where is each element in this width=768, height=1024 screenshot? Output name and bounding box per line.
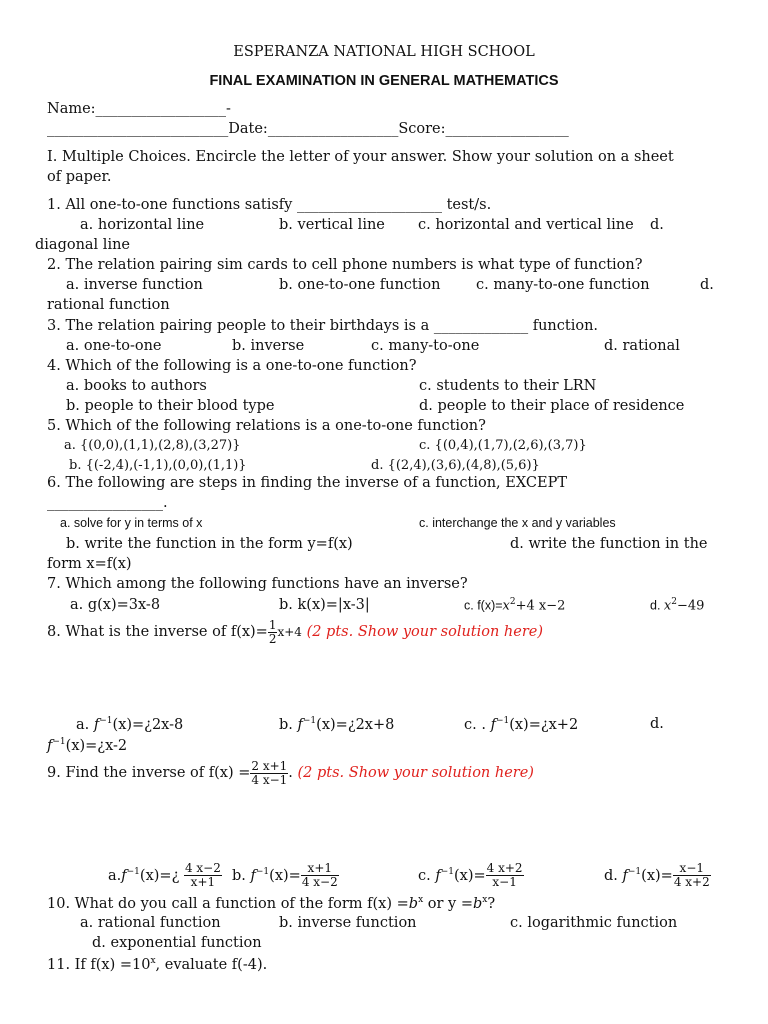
q2-choice-a: a. inverse function — [66, 277, 203, 293]
q5-choice-d: d. {(2,4),(3,6),(4,8),(5,6)} — [371, 458, 540, 473]
q9-choice-a: $a.f^{-1}(x)=¿$ $\frac{4 x-2}{x+1}$ — [108, 861, 221, 890]
q4-choice-a: a. books to authors — [66, 378, 207, 394]
q11-stem: 11. If $f(x) =10^x$, evaluate f(-4). — [47, 956, 268, 973]
name-field: Name:__________________- — [47, 101, 231, 117]
q6-choice-a: a. solve for y in terms of x — [60, 516, 203, 530]
q10-choice-c: c. logarithmic function — [510, 915, 678, 931]
q7-stem: 7. Which among the following functions have an inverse? — [47, 576, 468, 592]
q10-choice-a: a. rational function — [80, 915, 221, 931]
q6-choice-c: c. interchange the x and y variables — [419, 516, 616, 530]
q3-choice-a: a. one-to-one — [66, 338, 162, 354]
q1-choice-c: c. horizontal and vertical line — [418, 217, 634, 233]
q7-choice-b: b. k(x)=|x-3| — [279, 597, 370, 613]
q6-blank: ________________. — [47, 495, 168, 511]
q4-choice-d: d. people to their place of residence — [419, 398, 685, 414]
q2-choice-c: c. many-to-one function — [476, 277, 650, 293]
q2-stem: 2. The relation pairing sim cards to cell phone numbers is what type of function? — [47, 257, 643, 273]
instructions-line2: of paper. — [47, 169, 112, 185]
q7-choice-d: d. $x^2-49$ — [650, 597, 705, 614]
q1-stem: 1. All one-to-one functions satisfy ____________________ test/s. — [47, 197, 492, 213]
q4-stem: 4. Which of the following is a one-to-one function? — [47, 358, 417, 374]
q6-choice-d: d. write the function in the — [510, 536, 708, 552]
q3-choice-b: b. inverse — [232, 338, 305, 354]
q8-choice-d: d. — [650, 716, 664, 732]
q5-choice-c: c. {(0,4),(1,7),(2,6),(3,7)} — [419, 438, 587, 453]
q8-choice-b: b. $f^{-1}(x)=¿2x+8$ — [279, 716, 395, 733]
q5-choice-a: a. {(0,0),(1,1),(2,8),(3,27)} — [64, 438, 241, 453]
q4-choice-b: b. people to their blood type — [66, 398, 275, 414]
date-score-field: _________________________Date:__________________Score:_________________ — [47, 121, 569, 137]
q4-choice-c: c. students to their LRN — [419, 378, 597, 394]
q1-choice-a: a. horizontal line — [80, 217, 205, 233]
q10-choice-b: b. inverse function — [279, 915, 417, 931]
q9-choice-b: b. $f^{-1}(x)=$ $\frac{x+1}{4 x-2}$ — [232, 861, 338, 890]
school-name: ESPERANZA NATIONAL HIGH SCHOOL — [233, 44, 535, 60]
q2-choice-b: b. one-to-one function — [279, 277, 441, 293]
q6-stem: 6. The following are steps in finding the inverse of a function, EXCEPT — [47, 475, 568, 491]
q10-choice-d: d. exponential function — [92, 935, 262, 951]
q6-choice-b: b. write the function in the form y=f(x) — [66, 536, 353, 552]
q9-fraction: $\frac{2 x+1}{4 x-1}$ — [251, 758, 288, 787]
q6-choice-d-cont: form x=f(x) — [47, 556, 132, 572]
q5-stem: 5. Which of the following relations is a one-to-one function? — [47, 418, 486, 434]
q8-choice-c: c. . $f^{-1}(x)=¿x+2$ — [464, 716, 579, 733]
q8-choice-d-cont: $f^{-1}(x)=¿x-2$ — [47, 737, 128, 754]
q3-stem: 3. The relation pairing people to their birthdays is a _____________ function. — [47, 318, 599, 334]
q8-choice-a: a. $f^{-1}(x)=¿2x-8$ — [76, 716, 184, 733]
instructions-line1: I. Multiple Choices. Encircle the letter of your answer. Show your solution on a sheet — [47, 149, 674, 165]
q8-fraction: $\frac{1}{2}$ — [268, 617, 277, 646]
q8-stem: 8. What is the inverse of f(x)= $\frac{1}{2}$ x+4 (2 pts. Show your solution here) — [47, 617, 544, 646]
q7-choice-c: c. $f(x)=x^2+4$ x−2 — [464, 597, 566, 614]
q9-choice-c: c. $f^{-1}(x)=$ $\frac{4 x+2}{x-1}$ — [418, 861, 523, 890]
q1-choice-d-cont: diagonal line — [35, 237, 131, 253]
q8-points-note: (2 pts. Show your solution here) — [306, 624, 544, 640]
q3-choice-c: c. many-to-one — [371, 338, 480, 354]
q3-choice-d: d. rational — [604, 338, 680, 354]
q2-choice-d: d. — [700, 277, 714, 293]
q9-points-note: (2 pts. Show your solution here) — [297, 765, 534, 781]
exam-title: FINAL EXAMINATION IN GENERAL MATHEMATICS — [209, 73, 559, 89]
q9-stem: 9. Find the inverse of f(x) = $\frac{2 x+1}{4 x-1}$ . (2 pts. Show your solution here) — [47, 758, 534, 787]
q1-choice-d: d. — [650, 217, 664, 233]
q7-choice-a: a. g(x)=3x-8 — [70, 597, 161, 613]
q9-choice-d: d. $f^{-1}(x)=$ $\frac{x-1}{4 x+2}$ — [604, 861, 710, 890]
q1-choice-b: b. vertical line — [279, 217, 385, 233]
q2-choice-d-cont: rational function — [47, 297, 170, 313]
q10-stem: 10. What do you call a function of the form $f(x) =b^x$ or $y =b^x$? — [47, 895, 496, 912]
q5-choice-b: b. {(-2,4),(-1,1),(0,0),(1,1)} — [69, 458, 247, 473]
